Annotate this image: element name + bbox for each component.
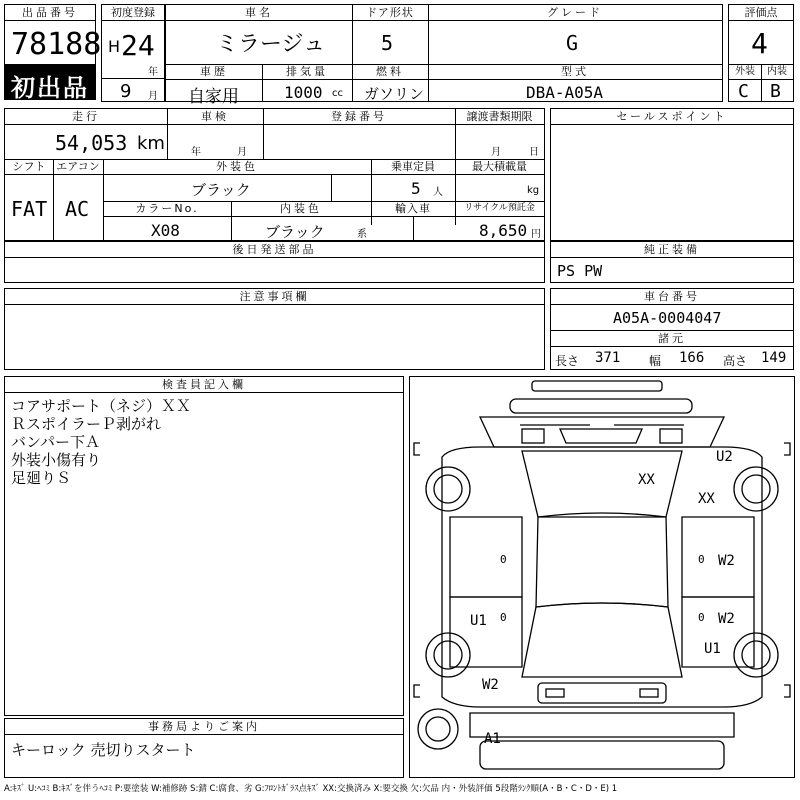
damage-mark: A1 [484, 731, 501, 747]
door-value: 5 [381, 31, 394, 55]
damage-mark: W2 [482, 677, 499, 693]
recycle-unit: 円 [531, 229, 541, 240]
max-load-label: 最大積載量 [455, 159, 544, 175]
equipment-value: PS PW [557, 262, 603, 280]
int-grade-value: B [770, 81, 781, 102]
ext-color-value: ブラック [191, 181, 251, 199]
width-value: 166 [679, 350, 705, 366]
notes-box [4, 288, 545, 370]
int-color-value: ブラック [265, 223, 325, 241]
inspector-line: ＲスポイラーＰ剥がれ [11, 415, 162, 433]
first-listing-text: 初出品 [11, 74, 89, 102]
capacity-value: 5 [411, 179, 421, 198]
inspector-label: 検査員記入欄 [5, 377, 403, 393]
door-label: ドア形状 [352, 5, 428, 21]
grade-label: グレード [428, 5, 722, 21]
inspection-label: 車検 [167, 109, 263, 125]
transfer-label: 譲渡書類期限 [455, 109, 544, 125]
color-no-value: X08 [151, 221, 180, 240]
import-label: 輸入車 [371, 201, 455, 217]
legend-text: A:ｷｽﾞ U:ﾍｺﾐ B:ｷｽﾞを伴うﾍｺﾐ P:要塗装 W:補修跡 S:錆 C:腐食、劣 G:ﾌﾛﾝﾄｶﾞﾗｽ点ｷｽﾞ XX:交換済み X:要交換 欠:欠品 内・外装評価 5段階ﾗﾝｸ順(A・B・C・D・E) 1 [4, 784, 618, 794]
color-no-label: カラーNo. [103, 201, 231, 217]
sales-point-box [550, 108, 794, 241]
later-parts-label: 後日発送部品 [5, 242, 544, 258]
ac-value: AC [65, 197, 90, 221]
model-value: DBA-A05A [526, 83, 604, 102]
era-letter: H [108, 37, 121, 56]
length-value: 371 [595, 350, 621, 366]
inspector-line: バンパー下Ａ [11, 433, 100, 451]
inspector-line: 外装小傷有り [11, 451, 102, 469]
damage-mark: 0 [500, 553, 507, 566]
inspector-line: コアサポート（ネジ）ＸＸ [11, 397, 192, 415]
displacement-value: 1000 [284, 83, 323, 102]
damage-mark: XX [698, 491, 715, 507]
equipment-box [550, 241, 794, 283]
damage-mark: U1 [704, 641, 721, 657]
int-color-unit: 系 [357, 229, 367, 240]
month-unit: 月 [148, 91, 158, 102]
recycle-value: 8,650 [479, 221, 528, 240]
history-value: 自家用 [188, 87, 239, 107]
score-label: 評価点 [729, 5, 793, 21]
displacement-unit: cc [332, 88, 343, 99]
registration-label: 登録番号 [263, 109, 455, 125]
car-name-label: 車名 [166, 5, 352, 21]
damage-diagram [409, 376, 795, 778]
transfer-day-unit: 日 [529, 147, 539, 158]
first-reg-label: 初度登録 [102, 5, 164, 21]
capacity-label: 乗車定員 [371, 159, 455, 175]
fuel-value: ガソリン [364, 85, 425, 103]
chassis-label: 車台番号 [551, 289, 793, 305]
ext-color-label: 外装色 [103, 159, 371, 175]
chassis-box [550, 288, 794, 370]
first-listing-badge [4, 64, 96, 100]
damage-mark: U1 [470, 613, 487, 629]
reg-month: 9 [120, 81, 132, 102]
model-label: 型式 [428, 64, 722, 80]
specs-label: 諸元 [551, 330, 793, 347]
office-box [4, 718, 404, 778]
shift-label: シフト [5, 159, 53, 175]
notes-label: 注意事項欄 [5, 289, 544, 305]
grade-value: G [566, 31, 579, 55]
main-info-box [165, 4, 723, 107]
height-label: 高さ [723, 354, 748, 368]
fuel-label: 燃料 [352, 64, 428, 80]
length-label: 長さ [555, 354, 580, 368]
damage-mark: 0 [500, 611, 507, 624]
office-label: 事務局よりご案内 [5, 719, 403, 735]
lot-label: 出品番号 [5, 5, 95, 21]
inspector-box [4, 376, 404, 716]
displacement-label: 排気量 [262, 64, 352, 80]
sales-point-label: セールスポイント [551, 109, 793, 125]
car-outline-diagram [410, 377, 794, 777]
max-load-unit: kg [527, 185, 540, 196]
damage-mark: 0 [698, 553, 705, 566]
lot-number: 78188 [11, 27, 102, 62]
equipment-label: 純正装備 [551, 242, 793, 258]
score-value: 4 [751, 27, 768, 60]
year-unit: 年 [148, 67, 158, 78]
ext-grade-label: 外装 [729, 64, 761, 80]
mileage-label: 走行 [5, 109, 167, 125]
car-name-value: ミラージュ [216, 32, 326, 57]
later-parts-box [4, 241, 545, 283]
ac-label: エアコン [53, 159, 103, 175]
chassis-value: A05A-0004047 [613, 309, 722, 327]
shift-value: FAT [11, 197, 48, 221]
damage-mark: W2 [718, 553, 735, 569]
int-grade-label: 内装 [761, 64, 793, 80]
width-label: 幅 [649, 354, 662, 368]
height-value: 149 [761, 350, 787, 366]
damage-mark: 0 [698, 611, 705, 624]
mileage-unit: km [137, 133, 165, 154]
first-registration-box [101, 4, 165, 102]
mileage-value: 54,053 [55, 131, 128, 155]
office-value: キーロック 売切りスタート [11, 741, 196, 759]
reg-year: 24 [121, 29, 155, 62]
vehicle-details-box [4, 108, 545, 241]
ext-grade-value: C [738, 81, 749, 102]
recycle-label: リサイクル預託金 [455, 201, 544, 217]
damage-mark: U2 [716, 449, 733, 465]
damage-mark: W2 [718, 611, 735, 627]
history-label: 車歴 [166, 64, 262, 80]
int-color-label: 内装色 [231, 201, 371, 217]
inspector-line: 足廻りＳ [11, 469, 72, 487]
damage-mark: XX [638, 472, 655, 488]
inspection-year-unit: 年 [191, 147, 201, 158]
capacity-unit: 人 [433, 187, 443, 198]
inspection-month-unit: 月 [237, 147, 247, 158]
score-box [728, 4, 794, 102]
transfer-month-unit: 月 [491, 147, 501, 158]
